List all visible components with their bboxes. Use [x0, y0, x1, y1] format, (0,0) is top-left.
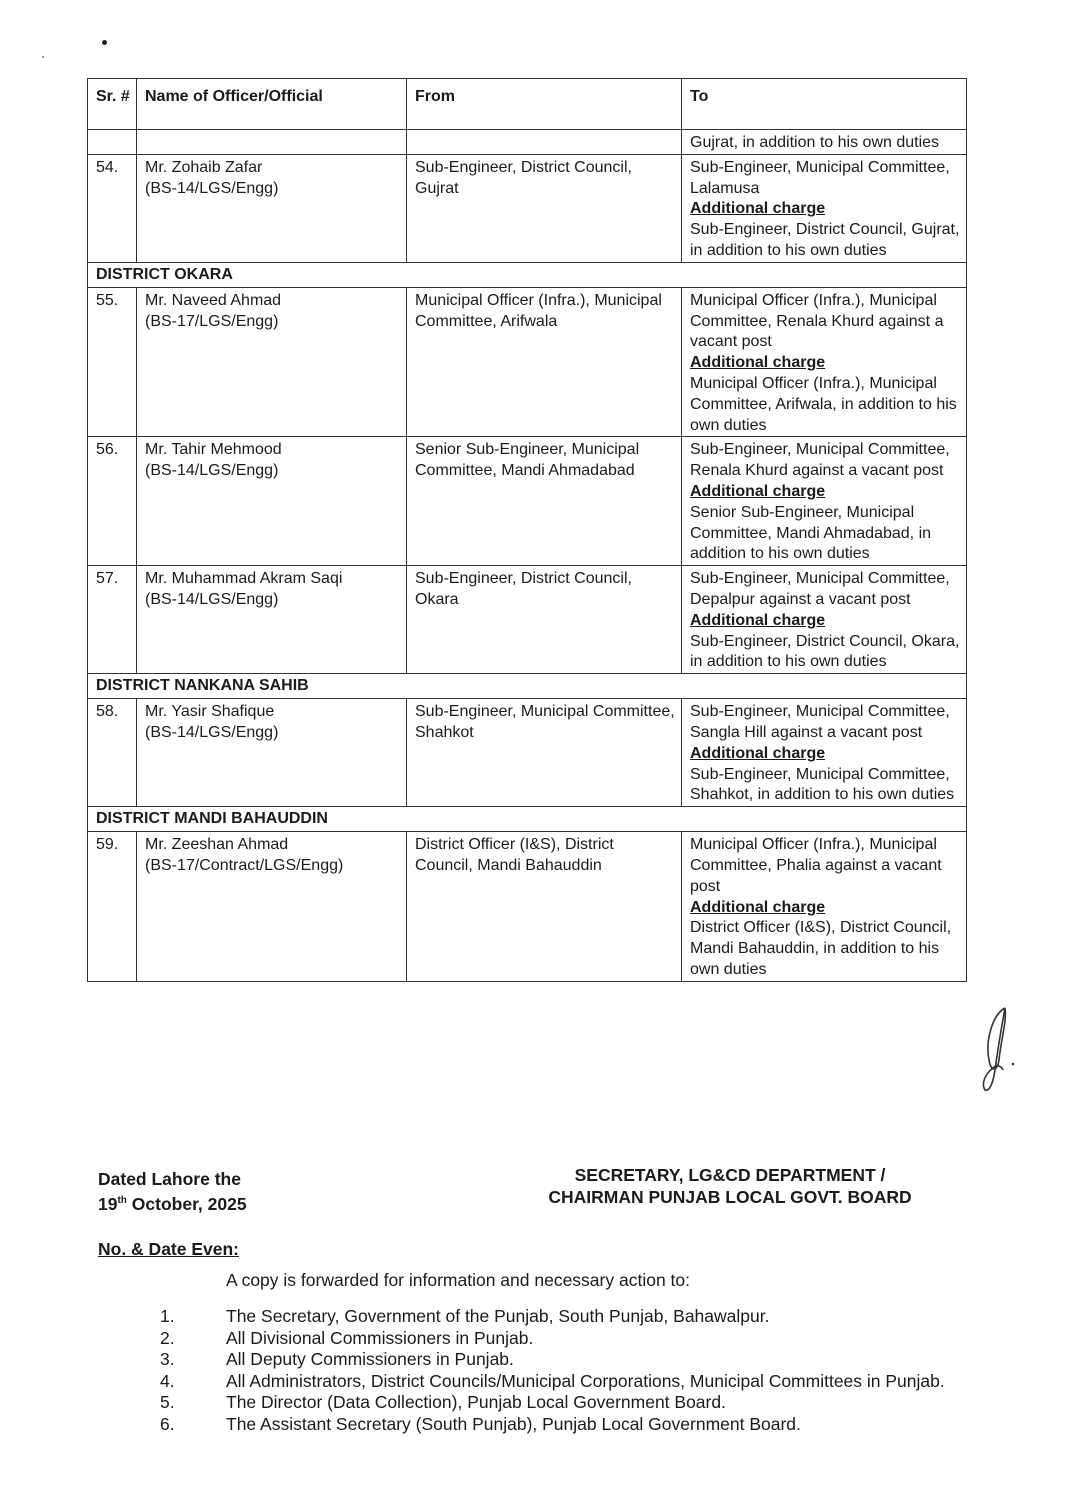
- continuation-row: [88, 130, 967, 155]
- copy-list: [160, 1306, 960, 1435]
- to-posting: Sub-Engineer, Municipal Committee, Renala Khurd against a vacant post: [690, 441, 950, 480]
- header-from: From: [407, 79, 682, 130]
- officer-grade: (BS-17/Contract/LGS/Engg): [145, 856, 344, 874]
- dated-date: [98, 1190, 247, 1215]
- copy-number: 2.: [160, 1327, 175, 1348]
- district-label: DISTRICT MANDI BAHAUDDIN: [88, 807, 967, 832]
- table-row: [88, 287, 967, 437]
- copy-list-item: [160, 1328, 960, 1350]
- copy-recipient: The Director (Data Collection), Punjab Local Government Board.: [226, 1392, 726, 1412]
- additional-charge-text: Senior Sub-Engineer, Municipal Committee, Mandi Ahmadabad, in addition to his own duties: [690, 503, 932, 563]
- copy-number: 3.: [160, 1349, 175, 1369]
- district-row: [88, 807, 967, 832]
- to-posting: Sub-Engineer, Municipal Committee, Depalpur against a vacant post: [690, 570, 950, 608]
- table-row: [88, 566, 967, 674]
- table-header-row: [88, 79, 967, 130]
- to-cell: [682, 154, 967, 262]
- scan-speck: [42, 56, 44, 58]
- to-cell: [682, 699, 967, 807]
- additional-charge-label: Additional charge: [690, 611, 826, 629]
- copy-number: 5.: [160, 1392, 175, 1412]
- serial-number: 55.: [88, 287, 137, 437]
- officer-cell: [137, 566, 407, 674]
- to-cell: [682, 437, 967, 566]
- copy-recipient: The Secretary, Government of the Punjab, South Punjab, Bahawalpur.: [226, 1306, 770, 1326]
- officer-cell: [137, 699, 407, 807]
- date-suffix: th: [117, 1195, 127, 1206]
- to-posting: Sub-Engineer, Municipal Committee, Lalamusa: [690, 158, 950, 197]
- copy-number: 1.: [160, 1306, 175, 1326]
- from-cell: Sub-Engineer, Municipal Committee, Shahkot: [407, 699, 682, 807]
- header-sr: Sr. #: [88, 79, 137, 130]
- additional-charge-label: Additional charge: [690, 200, 826, 218]
- date-rest: October, 2025: [126, 1193, 247, 1214]
- officer-name: Mr. Zeeshan Ahmad: [145, 836, 289, 854]
- table-row: [88, 699, 967, 807]
- officer-grade: (BS-14/LGS/Engg): [145, 179, 279, 197]
- to-cell: [682, 287, 967, 437]
- copy-list-item: [160, 1392, 960, 1414]
- officer-cell: [137, 154, 407, 262]
- serial-number: 57.: [88, 566, 137, 674]
- additional-charge-text: Sub-Engineer, Municipal Committee, Shahkot, in addition to his own duties: [690, 765, 955, 804]
- officer-cell: [137, 437, 407, 566]
- signatory-line-2: CHAIRMAN PUNJAB LOCAL GOVT. BOARD: [548, 1187, 912, 1207]
- from-cell: Sub-Engineer, District Council, Okara: [407, 566, 682, 674]
- to-posting: Municipal Officer (Infra.), Municipal Committee, Renala Khurd against a vacant post: [690, 291, 944, 351]
- district-label: DISTRICT NANKANA SAHIB: [88, 674, 967, 699]
- additional-charge-label: Additional charge: [690, 482, 826, 500]
- copy-recipient: All Administrators, District Councils/Municipal Corporations, Municipal Committees in Punjab.: [226, 1370, 945, 1391]
- from-cell: District Officer (I&S), District Council, Mandi Bahauddin: [407, 832, 682, 982]
- officer-name: Mr. Tahir Mehmood: [145, 441, 282, 459]
- signatory-block: [480, 1164, 980, 1208]
- transfer-table: [87, 78, 967, 982]
- dated-block: [98, 1168, 247, 1215]
- header-name: Name of Officer/Official: [137, 79, 407, 130]
- additional-charge-text: Municipal Officer (Infra.), Municipal Committee, Arifwala, in addition to his own duties: [690, 374, 957, 434]
- continuation-from: [407, 130, 682, 155]
- forward-text: A copy is forwarded for information and necessary action to:: [226, 1270, 690, 1290]
- serial-number: 58.: [88, 699, 137, 807]
- copy-recipient: All Divisional Commissioners in Punjab.: [226, 1327, 534, 1348]
- to-cell: [682, 566, 967, 674]
- officer-grade: (BS-14/LGS/Engg): [145, 723, 279, 741]
- serial-number: 59.: [88, 832, 137, 982]
- table-row: [88, 437, 967, 566]
- additional-charge-text: Sub-Engineer, District Council, Okara, in addition to his own duties: [690, 632, 960, 671]
- officer-cell: [137, 832, 407, 982]
- to-cell: [682, 832, 967, 982]
- officer-name: Mr. Muhammad Akram Saqi: [145, 570, 343, 588]
- additional-charge-label: Additional charge: [690, 354, 826, 372]
- no-date-even: No. & Date Even:: [98, 1239, 239, 1259]
- officer-grade: (BS-14/LGS/Engg): [145, 590, 279, 608]
- from-cell: Sub-Engineer, District Council, Gujrat: [407, 154, 682, 262]
- copy-list-item: [160, 1306, 960, 1328]
- copy-recipient: The Assistant Secretary (South Punjab), Punjab Local Government Board.: [226, 1413, 801, 1434]
- signatory-line-1: SECRETARY, LG&CD DEPARTMENT /: [574, 1165, 886, 1185]
- officer-cell: [137, 287, 407, 437]
- officer-grade: (BS-17/LGS/Engg): [145, 312, 279, 330]
- date-day: 19: [98, 1193, 118, 1214]
- from-cell: Senior Sub-Engineer, Municipal Committee, Mandi Ahmadabad: [407, 437, 682, 566]
- copy-number: 4.: [160, 1370, 175, 1391]
- district-row: [88, 674, 967, 699]
- scan-speck: [102, 40, 107, 45]
- serial-number: 56.: [88, 437, 137, 566]
- serial-number: 54.: [88, 154, 137, 262]
- continuation-sr: [88, 130, 137, 155]
- dated-line: Dated Lahore the: [98, 1169, 241, 1189]
- copy-number: 6.: [160, 1413, 175, 1434]
- continuation-name: [137, 130, 407, 155]
- to-posting: Sub-Engineer, Municipal Committee, Sangla Hill against a vacant post: [690, 703, 950, 741]
- officer-name: Mr. Zohaib Zafar: [145, 158, 263, 176]
- additional-charge-text: Sub-Engineer, District Council, Gujrat, in addition to his own duties: [690, 221, 960, 259]
- continuation-to: Gujrat, in addition to his own duties: [682, 130, 967, 155]
- table-row: [88, 154, 967, 262]
- officer-name: Mr. Yasir Shafique: [145, 703, 275, 721]
- copy-list-item: [160, 1349, 960, 1371]
- officer-grade: (BS-14/LGS/Engg): [145, 462, 279, 480]
- copy-list-item: [160, 1371, 960, 1393]
- officer-name: Mr. Naveed Ahmad: [145, 291, 282, 309]
- copy-list-item: [160, 1414, 960, 1436]
- table-row: [88, 832, 967, 982]
- district-row: [88, 262, 967, 287]
- district-label: DISTRICT OKARA: [88, 262, 967, 287]
- signature: [975, 1000, 1025, 1100]
- additional-charge-text: District Officer (I&S), District Council, Mandi Bahauddin, in addition to his own duties: [690, 919, 952, 978]
- to-posting: Municipal Officer (Infra.), Municipal Committee, Phalia against a vacant post: [690, 836, 942, 895]
- copy-recipient: All Deputy Commissioners in Punjab.: [226, 1349, 514, 1369]
- from-cell: Municipal Officer (Infra.), Municipal Committee, Arifwala: [407, 287, 682, 437]
- additional-charge-label: Additional charge: [690, 898, 826, 916]
- header-to: To: [682, 79, 967, 130]
- additional-charge-label: Additional charge: [690, 744, 826, 762]
